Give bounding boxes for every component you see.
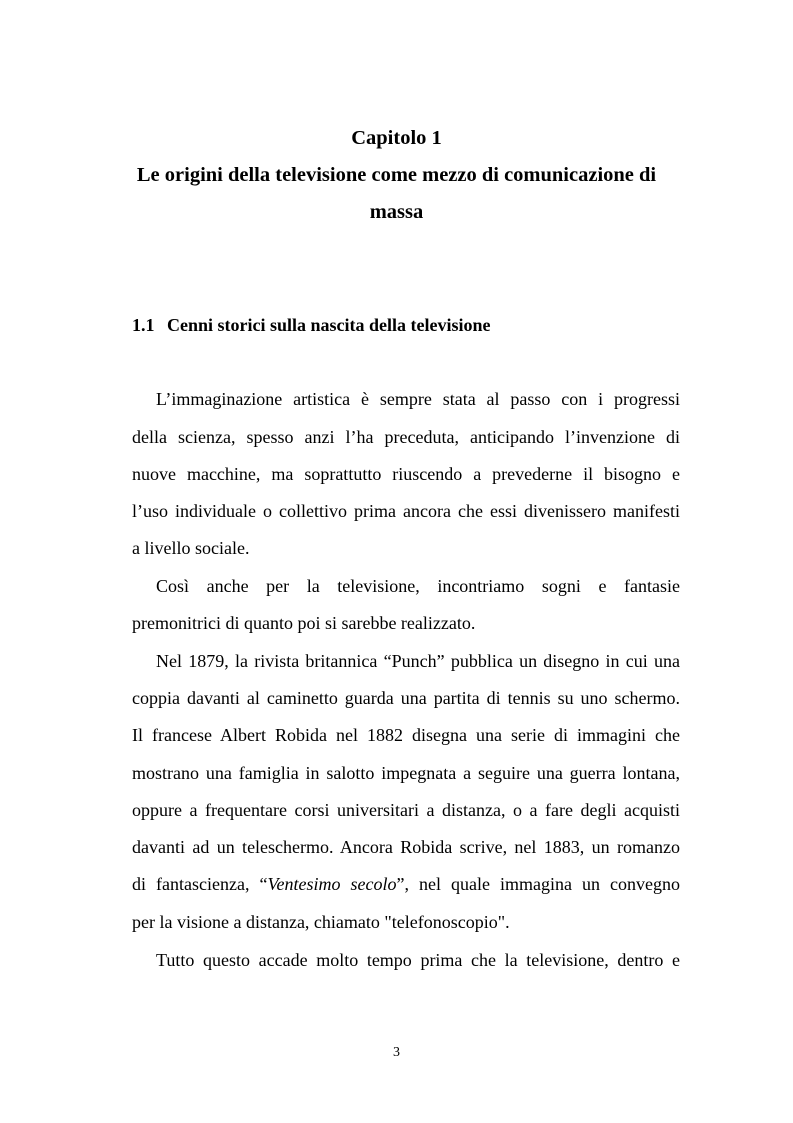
chapter-title: Capitolo 1 xyxy=(351,127,442,149)
body-line: coppia davanti al caminetto guarda una partita di tennis su uno schermo. xyxy=(132,688,680,708)
body-line: oppure a frequentare corsi universitari a distanza, o a fare degli acquisti xyxy=(132,800,680,820)
body-line: Tutto questo accade molto tempo prima che la televisione, dentro e xyxy=(156,950,680,970)
book-title: Ventesimo secolo xyxy=(267,874,397,894)
body-line: per la visione a distanza, chiamato "telefonoscopio". xyxy=(132,912,510,932)
page-number: 3 xyxy=(393,1045,400,1060)
section-title: Cenni storici sulla nascita della televisione xyxy=(167,315,491,335)
body-line: l’uso individuale o collettivo prima ancora che essi divenissero manifesti xyxy=(132,501,680,521)
body-line: Nel 1879, la rivista britannica “Punch” pubblica un disegno in cui una xyxy=(156,651,680,671)
body-line: a livello sociale. xyxy=(132,538,250,558)
chapter-subtitle-line-1: Le origini della televisione come mezzo di comunicazione di xyxy=(136,164,657,186)
body-line: davanti ad un teleschermo. Ancora Robida scrive, nel 1883, un romanzo xyxy=(132,837,680,857)
body-line: premonitrici di quanto poi si sarebbe realizzato. xyxy=(132,613,476,633)
body-line: nuove macchine, ma soprattutto riuscendo a prevederne il bisogno e xyxy=(132,464,680,484)
text-run: ”, nel quale immagina un convegno xyxy=(396,874,681,894)
body-line: Il francese Albert Robida nel 1882 disegna una serie di immagini che xyxy=(132,725,680,745)
body-line: della scienza, spesso anzi l’ha preceduta, anticipando l’invenzione di xyxy=(132,427,680,447)
text-run: di fantascienza, “ xyxy=(132,874,268,894)
body-line xyxy=(132,874,680,894)
body-line: Così anche per la televisione, incontriamo sogni e fantasie xyxy=(156,576,680,596)
section-heading xyxy=(132,315,491,335)
chapter-subtitle-line-2: massa xyxy=(369,201,424,223)
section-number: 1.1 xyxy=(132,315,155,335)
body-line: mostrano una famiglia in salotto impegnata a seguire una guerra lontana, xyxy=(132,763,680,783)
body-line: L’immaginazione artistica è sempre stata al passo con i progressi xyxy=(156,389,680,409)
